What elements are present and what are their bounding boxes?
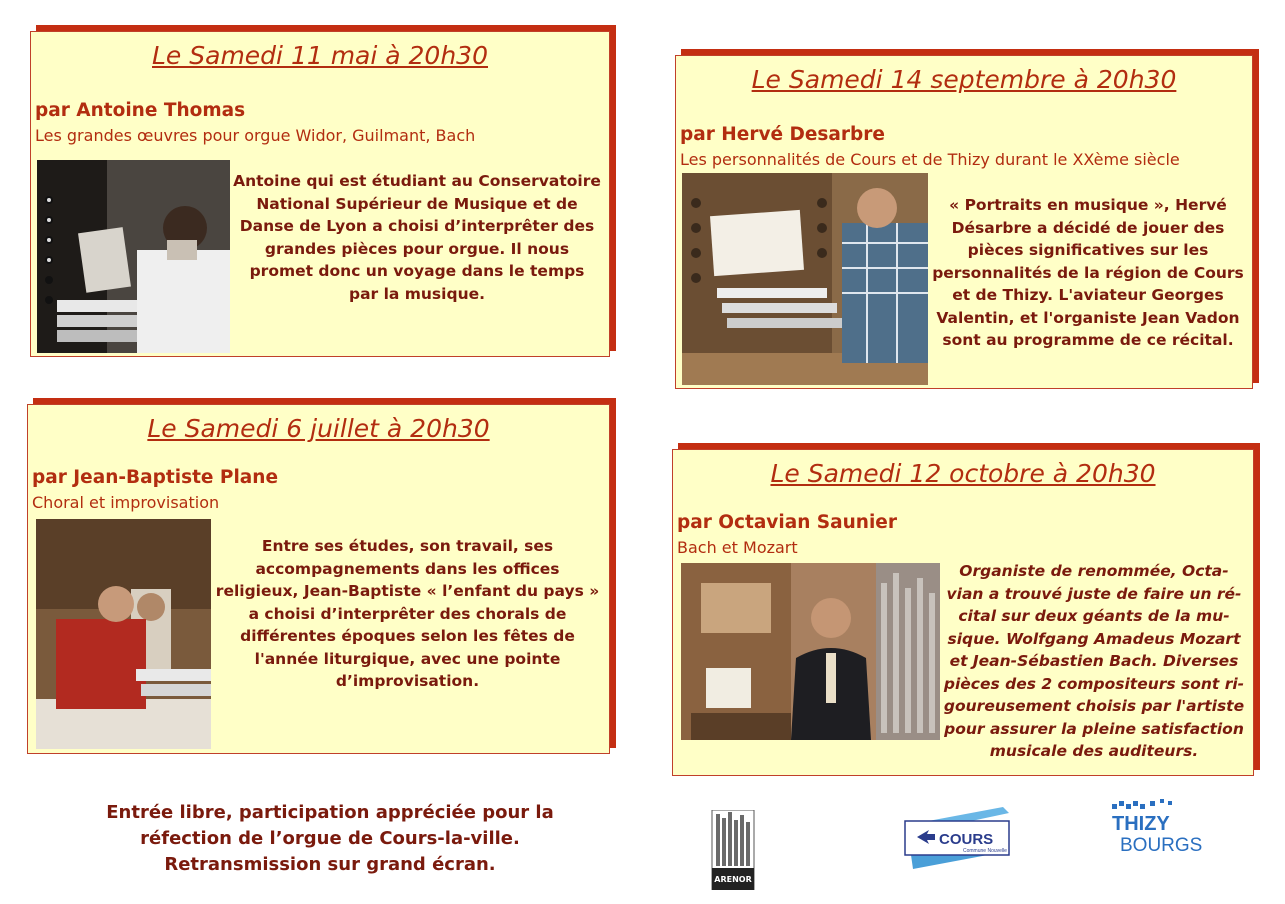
event-description: Entre ses études, son travail, ses accompagnements dans les offices religieux, Jean-Baptiste « l’enfant du pays » a choisi d’interprêter des chorals de différentes époques selon les fêtes de l'année liturgique, avec une pointe d’improvisation. [215,537,600,690]
cours-logo [903,803,1011,873]
event-card-octobre [672,449,1254,776]
event-card-mai [30,31,610,357]
event-title: Le Samedi 6 juillet à 20h30 [147,414,490,443]
event-description: Antoine qui est étudiant au Conservatoire National Supérieur de Musique et de Danse de Lyon a choisi d’interprêter des grandes pièces pour orgue. Il nous promet donc un voyage dans le temps par la musique. [233,172,601,303]
event-card-septembre [675,55,1253,389]
event-subtitle: Les grandes œuvres pour orgue Widor, Guilmant, Bach [35,126,476,145]
event-artist: par Hervé Desarbre [680,124,885,145]
event-subtitle: Choral et improvisation [32,493,220,512]
event-title: Le Samedi 12 octobre à 20h30 [770,459,1156,488]
bourgs-logo-text: BOURGS [1120,835,1203,856]
organist-photo [682,173,928,385]
event-title: Le Samedi 11 mai à 20h30 [152,41,488,70]
event-description: « Portraits en musique », Hervé Désarbre a décidé de jouer des pièces significatives sur les personnalités de la région de Cours et de Thizy. L'aviateur Georges Valentin, et l'organiste Jean Vadon sont au programme de ce récital. [932,196,1244,349]
cours-logo-subtext: Commune Nouvelle [963,848,1007,854]
footer-info: Entrée libre, participation appréciée pour la réfection de l’orgue de Cours-la-ville. Retransmission sur grand écran. [106,802,554,875]
event-artist: par Antoine Thomas [35,100,246,121]
organist-photo [681,563,940,740]
arenor-logo-text: ARENOR [714,875,752,884]
event-artist: par Jean-Baptiste Plane [32,467,279,488]
thizy-logo-text: THIZY [1112,813,1170,835]
event-description: Organiste de renommée, Octa- vian a trouvé juste de faire un ré- cital sur deux géants de la mu- sique. Wolfgang Amadeus Mozart et Jean-Sébastien Bach. Diverses pièces des 2 compositeurs sont ri- goureusement choisis par l'artiste pour assurer la pleine satisfaction musicale des auditeurs. [943,562,1245,760]
event-title: Le Samedi 14 septembre à 20h30 [751,65,1177,94]
event-card-juillet [27,404,610,754]
cours-logo-text: COURS [939,831,994,848]
arenor-logo [711,810,755,890]
organist-photo [37,160,230,353]
event-subtitle: Les personnalités de Cours et de Thizy durant le XXème siècle [680,150,1180,169]
event-artist: par Octavian Saunier [677,512,897,533]
event-subtitle: Bach et Mozart [677,538,798,557]
thizy-bourgs-logo [1110,798,1220,858]
organist-photo [36,519,211,749]
